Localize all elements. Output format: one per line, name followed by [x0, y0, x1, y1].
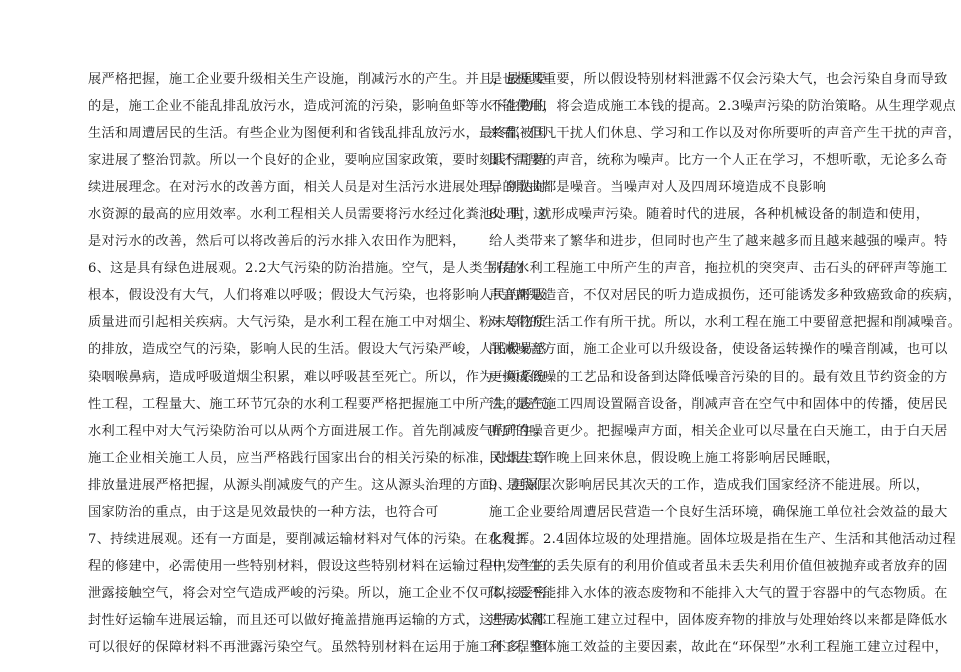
- text-line: 程的修建中，必需使用一些特别材料，假设这些特别材料在运输过程中发生的: [88, 558, 547, 574]
- text-line: 对人们的生活工作有所干扰。所以，水利工程在施工中要留意把握和削减噪音。: [489, 315, 961, 331]
- text-line: 排放量进展严格把握，从源头削减废气的产生。这从源头治理的方面，是我们: [88, 477, 547, 493]
- text-line: 6、这是具有绿色进展观。2.2大气污染的防治措施。空气，是人类生存的: [88, 261, 524, 277]
- text-line: 续进展理念。在对污水的改善方面，相关人员是对生活污水进展处理，到达对: [88, 180, 547, 196]
- text-line: 国家防治的重点，由于这是见效最快的一种方法，也符合可: [88, 504, 439, 520]
- text-line: 进展水利工程施工建立过程中，固体废弃物的排放与处理始终以来都是降低水: [489, 612, 948, 628]
- left-text-column: [88, 66, 561, 661]
- text-line: 削减噪音方面，施工企业可以升级设备，使设备运转操作的噪音削减，也可以: [489, 342, 948, 358]
- text-line: 给人类带来了繁华和进步，但同时也产生了越来越多而且越来越强的噪声。特: [489, 234, 948, 250]
- text-line: 施工企业要给周遭居民营造一个良好生活环境，确保施工单位社会效益的最大: [489, 504, 948, 520]
- text-line: 民出去工作晚上回来休息，假设晚上施工将影响居民睡眠，: [489, 450, 840, 466]
- text-line: 质量进而引起相关疾病。大气污染，是水利工程在施工中对烟尘、粉末等物质: [88, 315, 547, 331]
- text-line: 中，产生的丢失原有的利用价值或者虽未丢失利用价值但被抛弃或者放弃的固: [489, 558, 948, 574]
- right-text-column: [489, 66, 961, 661]
- text-line: 的是，施工企业不能乱排乱放污水，造成河流的污染，影响鱼虾等水下生物的: [88, 99, 547, 115]
- text-line: 水资源的最高的应用效率。水利工程相关人员需要将污水经过化粪池处理，这: [88, 207, 547, 223]
- text-line: 性工程，工程量大、施工环节冗杂的水利工程要严格把握施工中所产生的废气。: [88, 396, 561, 412]
- text-line: 法，是在施工四周设置隔音设备，削减声音在空气中和固体中的传播，使居民: [489, 396, 948, 412]
- text-line: 9、更深层次影响居民其次天的工作，造成我们国家经济不能进展。所以，: [489, 477, 930, 493]
- text-line: 根本，假设没有大气，人们将难以呼吸；假设大气污染，也将影响人民的呼吸: [88, 288, 547, 304]
- text-line: 异的歌曲都是噪音。当噪声对人及四周环境造成不良影响: [489, 180, 827, 196]
- text-line: 声音都是造音，不仅对居民的听力造成损伤，还可能诱发多种致癌致命的疾病，: [489, 288, 961, 304]
- text-line: 家进展了整治罚款。所以一个良好的企业，要响应国家政策，要时刻践行可持: [88, 153, 547, 169]
- text-line: 可以很好的保障材料不再泄露污染空气。虽然特别材料在运用于施工不多，但: [88, 639, 547, 655]
- text-line: 不能使用，将会造成施工本钱的提高。2.3噪声污染的防治策略。从生理学观点: [489, 99, 956, 115]
- text-line: 泄露接触空气，将会对空气造成严峻的污染。所以，施工企业不仅可以接受密: [88, 585, 547, 601]
- text-line: 利工程整体施工效益的主要因素，故此在“环保型”水利工程施工建立过程中，: [489, 639, 949, 655]
- text-line: 来看，但凡干扰人们休息、学习和工作以及对你所要听的声音产生干扰的声音，: [489, 126, 961, 142]
- text-line: 封性好运输车进展运输，而且还可以做好掩盖措施再运输的方式，这些方式都: [88, 612, 547, 628]
- text-line: 生活和周遭居民的生活。有些企业为图便利和省钱乱排乱放污水，最终都被国: [88, 126, 547, 142]
- text-line: 施工企业相关施工人员，应当严格践行国家出台的相关污染的标准，对烟尘等: [88, 450, 547, 466]
- text-line: 的排放，造成空气的污染，影响人民的生活。假设大气污染严峻，人民极易感: [88, 342, 547, 358]
- text-line: 水利工程中对大气污染防治可以从两个方面进展工作。首先削减废气的产生。: [88, 423, 547, 439]
- text-line: 是也极其重要，所以假设特别材料泄露不仅会污染大气，也会污染自身而导致: [489, 72, 948, 87]
- text-line: 别是水利工程施工中所产生的声音，拖拉机的突突声、击石头的砰砰声等施工: [489, 261, 948, 277]
- text-line: 染咽喉鼻病，造成呼吸道烟尘积累，难以呼吸甚至死亡。所以，作为一项系统: [88, 369, 547, 385]
- text-line: 更换成低噪的工艺品和设备到达降低噪音污染的目的。最有效且节约资金的方: [489, 369, 948, 385]
- text-line: 化发挥。2.4固体垃圾的处理措施。固体垃圾是指在生产、生活和其他活动过程: [489, 531, 956, 547]
- text-line: 展严格把握，施工企业要升级相关生产设施，削减污水的产生。并且，最重要: [88, 72, 547, 87]
- text-line: 听到的噪音更少。把握噪声方面，相关企业可以尽量在白天施工，由于白天居: [489, 423, 948, 439]
- text-line: 即不需要的声音，统称为噪声。比方一个人正在学习，不想听歌，无论多么奇: [489, 153, 948, 169]
- text-line: 体，是不能排入水体的液态废物和不能排入大气的置于容器中的气态物质。在: [489, 585, 948, 601]
- text-line: 8、时，就形成噪声污染。随着时代的进展，各种机械设备的制造和使用，: [489, 207, 930, 223]
- text-line: 7、持续进展观。还有一方面是，要削减运输材料对气体的污染。在水利工: [88, 531, 529, 547]
- text-line: 是对污水的改善，然后可以将改善后的污水排入农田作为肥料，: [88, 234, 466, 250]
